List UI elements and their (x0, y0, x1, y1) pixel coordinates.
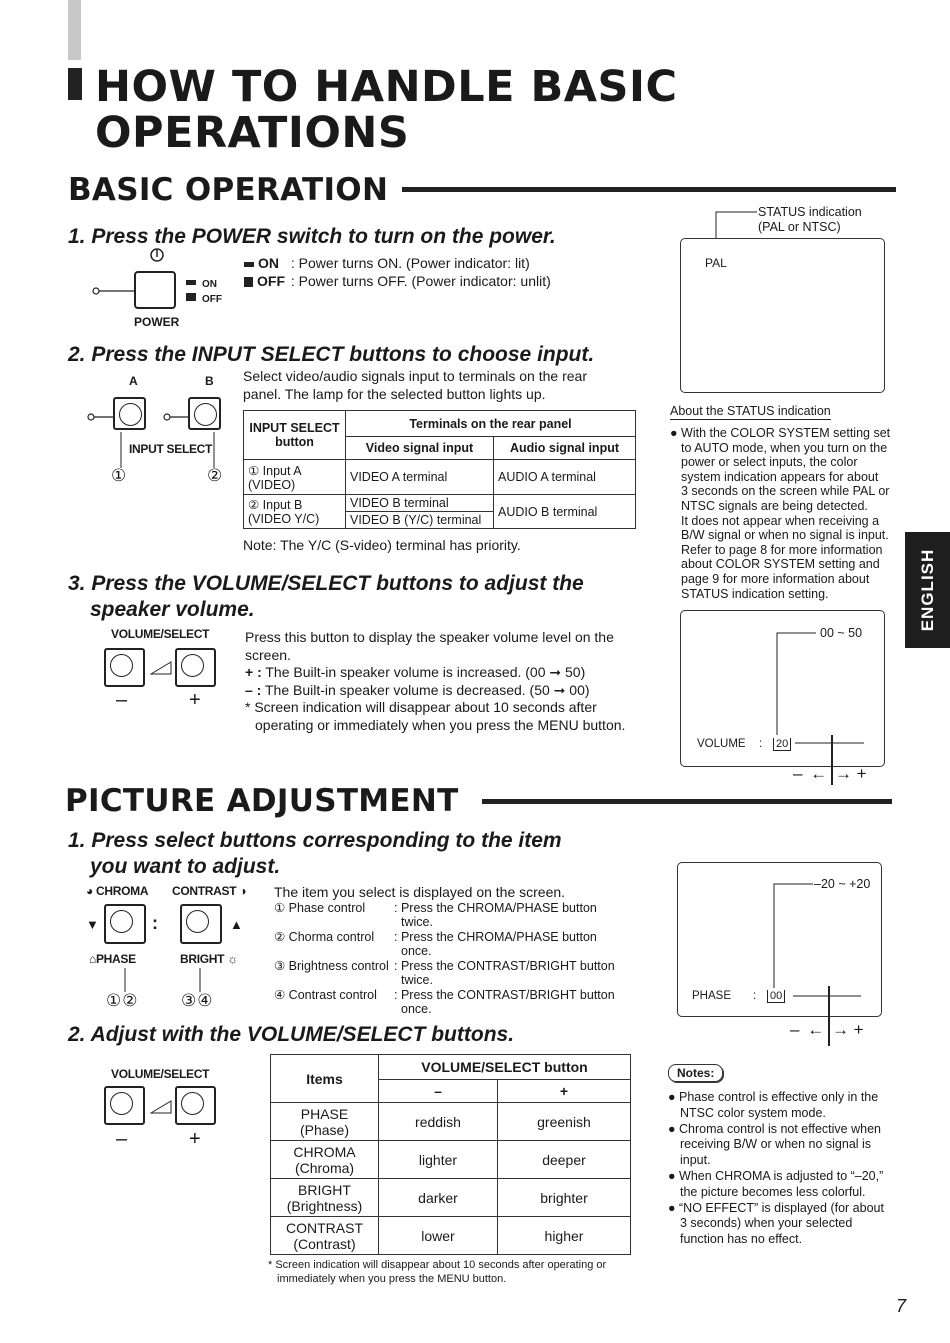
note-line: ● Phase control is effective only in the (668, 1090, 879, 1104)
volume-screen-controls (793, 764, 867, 784)
picture-item-action: : Press the CHROMA/PHASE button (394, 901, 597, 915)
about-line: ● With the COLOR SYSTEM setting set (670, 426, 891, 440)
input-a-button[interactable] (113, 397, 146, 430)
step3-desc-line-1: Press this button to display the speaker volume level on the (245, 629, 614, 645)
header-grey-bar (68, 0, 81, 60)
about-line: 3 seconds on the screen while PAL or (681, 484, 890, 499)
status-value: PAL (705, 256, 727, 270)
phase-icon: ⌂ (89, 952, 96, 966)
volume-minus-sign: – (116, 689, 128, 711)
about-line: to AUTO mode, when you turn on the (681, 440, 888, 455)
header-plus: + (498, 1080, 631, 1103)
volume-scale-lines (772, 625, 872, 785)
picture-adjustment-title: PICTURE ADJUSTMENT (65, 783, 459, 819)
picture-items-list (274, 901, 634, 1017)
contrast-bright-numbers: ③④ (181, 991, 214, 1010)
table-row (271, 1103, 631, 1141)
input-b-label: B (205, 374, 214, 388)
item-cell (271, 1217, 379, 1255)
about-line: NTSC signals are being detected. (681, 498, 868, 513)
input-terminals-table (243, 410, 636, 529)
off-position-icon (244, 277, 253, 287)
contrast-text: CONTRAST (172, 884, 237, 898)
note-line: function has no effect. (680, 1232, 803, 1247)
plus-effect: higher (498, 1217, 631, 1255)
input-b-number: ② (207, 466, 223, 485)
item-name: PHASE (300, 1105, 349, 1122)
power-on-row (244, 255, 604, 273)
about-line: STATUS indication setting. (681, 586, 829, 601)
picture-item-action: : Press the CONTRAST/BRIGHT button (394, 959, 615, 973)
contrast-bright-button[interactable] (180, 904, 222, 944)
step3-minus-row (245, 682, 655, 700)
button-separator-colon: : (152, 913, 158, 933)
basic-operation-rule (402, 187, 896, 192)
header-items: Items (271, 1055, 379, 1103)
switch-off-label: OFF (202, 294, 222, 305)
input-select-label: INPUT SELECT (129, 442, 213, 456)
page-title-line-1: HOW TO HANDLE BASIC (95, 62, 678, 112)
picture-item (274, 901, 634, 930)
picture-item (274, 988, 634, 1017)
picture-item-count: twice. (401, 973, 433, 987)
switch-on-label: ON (202, 279, 217, 290)
about-line: power or select inputs, the color (681, 455, 858, 470)
picture-item (274, 959, 634, 988)
phase-screen-minus: – (790, 1020, 800, 1039)
phase-screen-controls (790, 1020, 864, 1040)
chroma-phase-button[interactable] (104, 904, 146, 944)
picture-step2-title: 2. Adjust with the VOLUME/SELECT buttons. (68, 1023, 515, 1046)
step3-plus-row (245, 664, 655, 682)
picture-step1-line-1: 1. Press select buttons corresponding to the item (68, 829, 562, 852)
up-triangle-icon: ▲ (230, 917, 243, 932)
volume-screen-minus: – (793, 764, 803, 783)
step2-desc-line-1: Select video/audio signals input to terminals on the rear (243, 368, 587, 384)
chroma-phase-numbers: ①② (106, 991, 139, 1010)
plus-desc: The Built-in speaker volume is increased. (00 ➞ 50) (265, 664, 586, 680)
volume-select-label-2: VOLUME/SELECT (111, 1067, 210, 1081)
note-line: 3 seconds) when your selected (680, 1216, 853, 1231)
note-line: receiving B/W or when no signal is (680, 1137, 872, 1152)
item-name: CONTRAST (286, 1219, 363, 1236)
picture-step1-line-2: you want to adjust. (90, 855, 281, 878)
left-arrow-icon: ← (810, 764, 828, 783)
item-desc: (Brightness) (286, 1197, 363, 1214)
down-triangle-icon: ▼ (86, 917, 99, 932)
picture-adjustment-rule (482, 799, 892, 804)
about-line: Refer to page 8 for more information (681, 542, 883, 557)
volume-screen-plus: + (856, 764, 867, 783)
page-title-line-2: OPERATIONS (95, 108, 410, 158)
adjustment-note-1: * Screen indication will disappear about 10 seconds after operating or (268, 1259, 607, 1271)
step3-title-line-2: speaker volume. (90, 598, 255, 621)
step3-desc-line-2: screen. (245, 646, 291, 663)
plus-effect: brighter (498, 1179, 631, 1217)
step1-title: 1. Press the POWER switch to turn on the power. (68, 225, 556, 248)
adjust-minus-button[interactable] (104, 1086, 145, 1125)
note-line: input. (680, 1153, 711, 1168)
picture-step1-intro: The item you select is displayed on the screen. (274, 884, 566, 900)
basic-operation-title: BASIC OPERATION (68, 172, 389, 208)
off-desc: : Power turns OFF. (Power indicator: unlit) (290, 273, 551, 289)
status-callout-line-1: STATUS indication (758, 205, 862, 219)
plus-key: + : (245, 664, 262, 680)
adjustment-table (270, 1054, 631, 1255)
item-desc: (Chroma) (294, 1159, 355, 1176)
phase-value: 00 (767, 990, 785, 1003)
status-callout-line-2: (PAL or NTSC) (758, 219, 841, 234)
power-label: POWER (134, 315, 180, 329)
picture-item (274, 930, 634, 959)
right-arrow-icon: → (831, 1020, 849, 1039)
step3-note-1: * Screen indication will disappear about 10 seconds after (245, 699, 597, 715)
page-title (95, 64, 678, 156)
table-row (271, 1217, 631, 1255)
step2-title: 2. Press the INPUT SELECT buttons to choose input. (68, 343, 595, 366)
title-marker (68, 68, 82, 100)
row1-video: VIDEO A terminal (346, 460, 494, 495)
item-desc: (Phase) (299, 1121, 350, 1138)
language-tab (905, 532, 950, 648)
header-minus: – (379, 1080, 498, 1103)
about-line: page 9 for more information about (681, 571, 870, 586)
item-desc: (Contrast) (293, 1235, 356, 1252)
off-key: OFF (257, 273, 285, 289)
chroma-label (86, 884, 148, 898)
picture-item-action: : Press the CONTRAST/BRIGHT button (394, 988, 615, 1002)
about-status-body (670, 426, 902, 601)
plus-effect: greenish (498, 1103, 631, 1141)
row2-audio: AUDIO B terminal (494, 495, 636, 529)
phase-text: PHASE (95, 952, 136, 966)
left-arrow-icon: ← (807, 1020, 825, 1039)
volume-select-label-1: VOLUME/SELECT (111, 627, 210, 641)
volume-label: VOLUME (697, 738, 746, 750)
phase-range: –20 ~ +20 (814, 877, 871, 891)
volume-colon: : (759, 738, 763, 750)
bright-icon: ☼ (227, 952, 238, 966)
adjust-plus-button[interactable] (175, 1086, 216, 1125)
header-input-select: INPUT SELECT button (244, 411, 346, 460)
volume-range: 00 ~ 50 (820, 626, 863, 640)
status-callout (758, 205, 862, 234)
row2-video-2: VIDEO B (Y/C) terminal (346, 512, 494, 529)
input-a-number: ① (111, 466, 127, 485)
note-line: the picture becomes less colorful. (680, 1184, 866, 1199)
plus-effect: deeper (498, 1141, 631, 1179)
phase-label (89, 952, 136, 966)
step2-note: Note: The Y/C (S-video) terminal has priority. (243, 537, 521, 553)
input-b-button[interactable] (188, 397, 221, 430)
note-line: ● When CHROMA is adjusted to “–20,” (668, 1168, 884, 1183)
row1-audio: AUDIO A terminal (494, 460, 636, 495)
row2-input: ② Input B (VIDEO Y/C) (244, 495, 346, 529)
phase-colon: : (753, 990, 757, 1002)
phase-label-screen: PHASE (692, 990, 731, 1002)
volume-minus-button[interactable] (104, 648, 145, 687)
minus-effect: reddish (379, 1103, 498, 1141)
item-name: CHROMA (293, 1143, 356, 1160)
minus-key: – : (245, 681, 262, 698)
step3-title-line-1: 3. Press the VOLUME/SELECT buttons to adjust the (68, 572, 584, 595)
right-arrow-icon: → (834, 764, 852, 783)
about-line: It does not appear when receiving a (681, 513, 880, 528)
language-tab-label: ENGLISH (917, 548, 937, 632)
header-terminals: Terminals on the rear panel (346, 411, 636, 437)
picture-item-name: ② Chorma control (274, 930, 375, 944)
step2-desc-line-2: panel. The lamp for the selected button lights up. (243, 385, 546, 402)
contrast-label (172, 884, 246, 898)
adjust-ramp-icon (150, 1100, 172, 1114)
power-off-row (244, 273, 604, 291)
picture-item-count: twice. (401, 915, 433, 929)
minus-effect: lower (379, 1217, 498, 1255)
row2-video-1: VIDEO B terminal (346, 495, 494, 512)
phase-screen-plus: + (853, 1020, 864, 1039)
picture-item-count: once. (401, 944, 432, 958)
about-line: about COLOR SYSTEM setting and (681, 557, 880, 572)
adjust-plus-sign: + (189, 1128, 201, 1150)
header-video: Video signal input (346, 437, 494, 460)
note-line: NTSC color system mode. (680, 1105, 826, 1120)
bright-text: BRIGHT (180, 952, 225, 966)
step3-title (68, 571, 584, 623)
adjustment-note-2: immediately when you press the MENU button. (277, 1272, 507, 1285)
picture-item-name: ① Phase control (274, 901, 366, 915)
about-status-title: About the STATUS indication (670, 404, 831, 418)
input-a-label: A (129, 374, 138, 388)
chroma-text: CHROMA (96, 884, 149, 898)
picture-step1-title (68, 828, 562, 880)
status-screen (680, 238, 885, 393)
minus-effect: darker (379, 1179, 498, 1217)
picture-item-name: ③ Brightness control (274, 959, 389, 973)
table-row (271, 1179, 631, 1217)
on-key: ON (258, 255, 279, 271)
contrast-icon: ◑ (239, 884, 247, 898)
volume-value: 20 (773, 738, 791, 751)
bright-label (180, 952, 238, 966)
item-cell (271, 1179, 379, 1217)
item-cell (271, 1141, 379, 1179)
on-position-icon (244, 262, 254, 267)
minus-desc: The Built-in speaker volume is decreased. (50 ➞ 00) (264, 681, 590, 698)
table-row (271, 1141, 631, 1179)
item-cell (271, 1103, 379, 1141)
picture-item-action: : Press the CHROMA/PHASE button (394, 930, 597, 944)
chroma-icon: ◕ (86, 884, 93, 898)
picture-item-name: ④ Contrast control (274, 988, 377, 1002)
step2-description (243, 368, 643, 403)
volume-plus-button[interactable] (175, 648, 216, 687)
header-audio: Audio signal input (494, 437, 636, 460)
adjust-minus-sign: – (116, 1128, 128, 1150)
adjustment-note (268, 1259, 606, 1286)
header-volume-select: VOLUME/SELECT button (379, 1055, 631, 1080)
row1-input: ① Input A (VIDEO) (244, 460, 346, 495)
notes-body (668, 1090, 898, 1248)
on-desc: : Power turns ON. (Power indicator: lit) (290, 255, 530, 271)
volume-ramp-icon (150, 661, 172, 675)
step3-description (245, 629, 655, 734)
note-line: ● “NO EFFECT” is displayed (for about (668, 1200, 884, 1215)
note-line: ● Chroma control is not effective when (668, 1121, 881, 1136)
picture-item-count: once. (401, 1002, 432, 1016)
step3-note-2: operating or immediately when you press the MENU button. (255, 716, 626, 733)
power-switch (135, 272, 175, 308)
notes-badge: Notes: (668, 1064, 723, 1082)
about-line: system indication appears for about (681, 469, 879, 484)
page-number: 7 (896, 1296, 907, 1316)
item-name: BRIGHT (298, 1181, 351, 1198)
about-line: B/W signal or when no signal is input. (681, 528, 889, 543)
minus-effect: lighter (379, 1141, 498, 1179)
volume-plus-sign: + (189, 689, 201, 711)
